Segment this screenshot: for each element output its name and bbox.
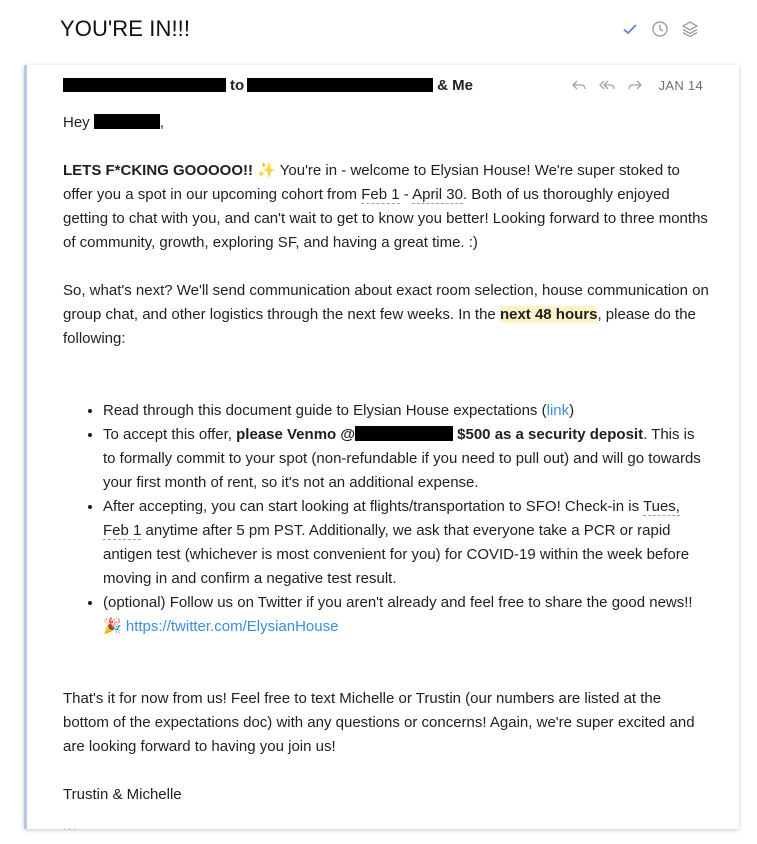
party-emoji: 🎉 xyxy=(103,618,122,635)
forward-icon[interactable] xyxy=(627,77,643,93)
done-icon[interactable] xyxy=(621,20,639,38)
guide-link[interactable]: link xyxy=(546,402,570,419)
greeting-end: , xyxy=(159,114,165,131)
item4-text: (optional) Follow us on Twitter if you aren't already and feel free to share the good news!! xyxy=(103,594,693,611)
item1-text: Read through this document guide to Elysian House expectations ( xyxy=(103,402,547,419)
redacted-venmo xyxy=(355,426,453,441)
date-dash: - xyxy=(399,186,413,203)
reply-icon[interactable] xyxy=(571,77,587,93)
date-start[interactable]: Feb 1 xyxy=(361,186,400,203)
item2-text: To accept this offer, xyxy=(103,426,237,443)
thread-actions xyxy=(621,20,699,38)
welcome-text-1: You're in - welcome to Elysian House! We're super stoked to offer you a spot in our upcoming cohort from xyxy=(63,162,680,203)
todo-list xyxy=(63,399,709,639)
next-text-1: So, what's next? We'll send communication about exact room selection, house communication on group chat, and other logistics through the next few weeks. In the xyxy=(63,282,709,323)
greeting-line xyxy=(63,111,709,135)
list-item xyxy=(103,423,709,495)
me-label: & Me xyxy=(437,76,474,94)
twitter-link[interactable]: https://twitter.com/ElysianHouse xyxy=(125,618,339,635)
checkin-date[interactable]: Tues, Feb 1 xyxy=(103,498,680,539)
item2-rest: . This is to formally commit to your spot (non-refundable if you need to pull out) and will go towards your first month of rent, so it's not an additional expense. xyxy=(103,426,701,491)
paragraph-closing: That's it for now from us! Feel free to text Michelle or Trustin (our numbers are listed at the bottom of the expectations doc) with any questions or concerns! Again, we're super excited and are looking forward to having you join us! xyxy=(63,690,695,755)
list-item xyxy=(103,591,709,639)
reply-all-icon[interactable] xyxy=(599,77,615,93)
list-item xyxy=(103,495,709,591)
welcome-text-2: . Both of us thoroughly enjoyed getting to chat with you, and can't wait to get to know you better! Looking forward to three months of community, growth, exploring SF, and having a great time. :) xyxy=(63,186,708,251)
message-body xyxy=(63,111,709,837)
venmo-bold: please Venmo @ xyxy=(236,426,355,443)
welcome-bold: LETS F*CKING GOOOOO!! xyxy=(63,162,253,179)
show-trimmed-button[interactable]: ... xyxy=(63,817,78,833)
message-header xyxy=(63,75,703,95)
sparkle-emoji: ✨ xyxy=(257,162,276,179)
redacted-sender xyxy=(63,78,226,92)
date-end[interactable]: April 30 xyxy=(412,186,463,203)
email-subject: YOU'RE IN!!! xyxy=(60,16,191,41)
message-card xyxy=(24,65,739,833)
item3-rest: anytime after 5 pm PST. Additionally, we ask that everyone take a PCR or rapid antigen test (whichever is most convenient for you) for COVID-19 within the week before moving in and confirm a negative test result. xyxy=(103,522,690,587)
signature: Trustin & Michelle xyxy=(63,786,182,803)
item1-end: ) xyxy=(569,402,575,419)
greeting: Hey xyxy=(63,114,90,131)
item3-text: After accepting, you can start looking at flights/transportation to SFO! Check-in is xyxy=(103,498,643,515)
paragraph-next-steps xyxy=(63,279,709,351)
message-actions xyxy=(571,77,703,93)
deposit-bold: $500 as a security deposit xyxy=(452,426,644,443)
message-date: JAN 14 xyxy=(658,77,703,93)
next-text-2: , please do the following: xyxy=(63,306,696,347)
paragraph-welcome xyxy=(63,159,709,255)
snooze-icon[interactable] xyxy=(651,20,669,38)
list-item xyxy=(103,399,709,423)
redacted-name xyxy=(94,114,160,129)
to-label: to xyxy=(230,76,245,94)
deadline-highlight: next 48 hours xyxy=(499,306,598,323)
archive-icon[interactable] xyxy=(681,20,699,38)
redacted-recipient xyxy=(247,78,433,92)
